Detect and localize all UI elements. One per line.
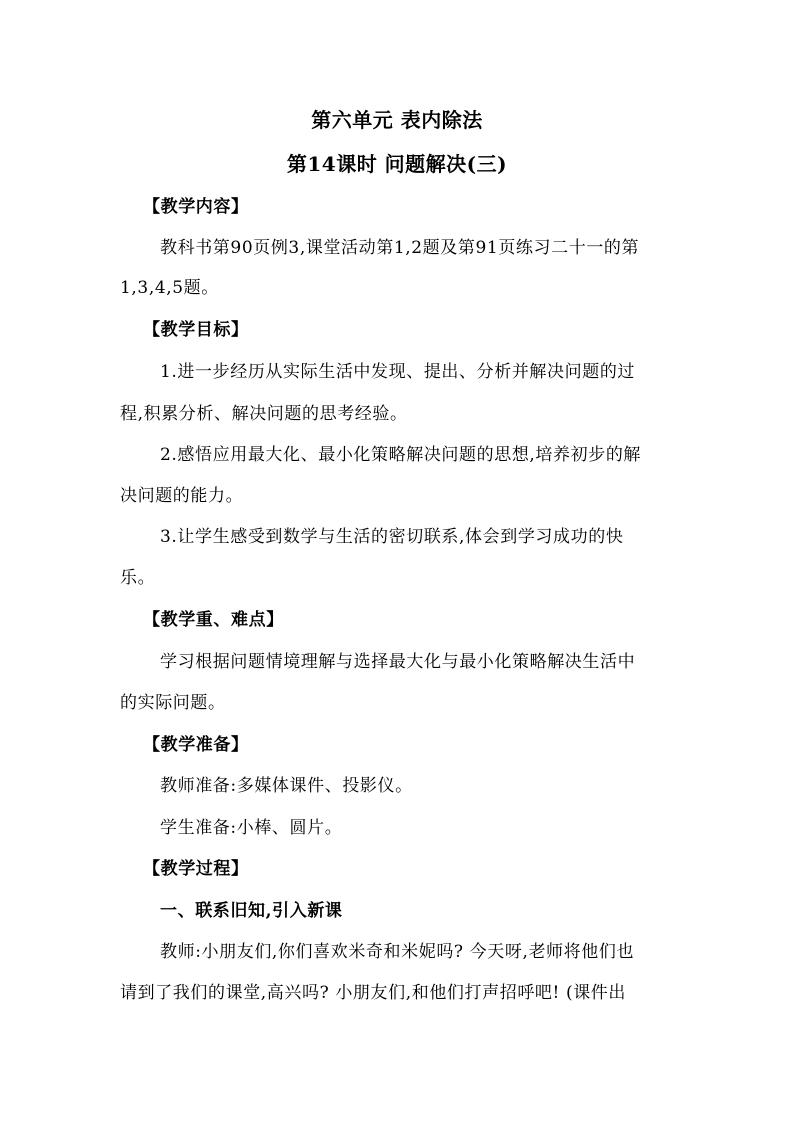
section-heading-content: 【教学内容】 <box>143 197 249 217</box>
unit-title: 第六单元 表内除法 <box>311 108 483 132</box>
paragraph-line: 乐。 <box>120 568 156 588</box>
paragraph-line: 1,3,4,5题。 <box>120 278 219 298</box>
lesson-title: 第14课时 问题解决(三) <box>286 152 508 176</box>
section-heading-key-points: 【教学重、难点】 <box>143 610 284 630</box>
paragraph-line: 程,积累分析、解决问题的思考经验。 <box>120 404 408 424</box>
paragraph-line: 教师:小朋友们,你们喜欢米奇和米妮吗? 今天呀,老师将他们也 <box>160 942 635 962</box>
paragraph-line: 决问题的能力。 <box>120 486 244 506</box>
paragraph-line: 学生准备:小棒、圆片。 <box>160 818 343 838</box>
section-heading-goals: 【教学目标】 <box>143 320 249 340</box>
paragraph-line: 学习根据问题情境理解与选择最大化与最小化策略解决生活中 <box>160 652 636 672</box>
paragraph-line: 3.让学生感受到数学与生活的密切联系,体会到学习成功的快 <box>160 527 624 547</box>
paragraph-line: 1.进一步经历从实际生活中发现、提出、分析并解决问题的过 <box>160 362 636 382</box>
paragraph-line: 的实际问题。 <box>120 693 226 713</box>
paragraph-line: 2.感悟应用最大化、最小化策略解决问题的思想,培养初步的解 <box>160 445 642 465</box>
section-heading-preparation: 【教学准备】 <box>143 735 249 755</box>
section-heading-process: 【教学过程】 <box>143 859 249 879</box>
paragraph-line: 教科书第90页例3,课堂活动第1,2题及第91页练习二十一的第 <box>160 238 640 258</box>
step-heading: 一、联系旧知,引入新课 <box>160 901 343 921</box>
paragraph-line: 教师准备:多媒体课件、投影仪。 <box>160 776 413 796</box>
paragraph-line: 请到了我们的课堂,高兴吗? 小朋友们,和他们打声招呼吧! (课件出 <box>120 983 626 1003</box>
